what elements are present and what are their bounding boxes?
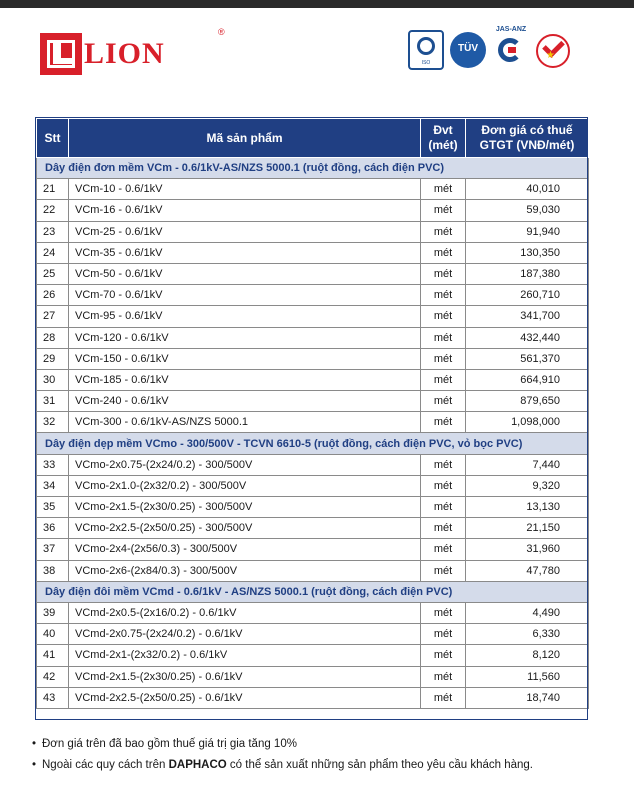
cell-stt: 25 (37, 263, 69, 284)
cell-unit: mét (421, 263, 466, 284)
cell-stt: 32 (37, 412, 69, 433)
cell-stt: 26 (37, 285, 69, 306)
cell-stt: 37 (37, 539, 69, 560)
cell-product: VCmd-2x0.75-(2x24/0.2) - 0.6/1kV (69, 624, 421, 645)
cell-product: VCm-185 - 0.6/1kV (69, 369, 421, 390)
cell-stt: 30 (37, 369, 69, 390)
cell-stt: 33 (37, 454, 69, 475)
cell-product: VCm-35 - 0.6/1kV (69, 242, 421, 263)
section-header-row (37, 158, 589, 179)
cell-stt: 28 (37, 327, 69, 348)
cell-price: 91,940 (466, 221, 589, 242)
cell-unit: mét (421, 518, 466, 539)
cell-product: VCmo-2x2.5-(2x50/0.25) - 300/500V (69, 518, 421, 539)
cell-unit: mét (421, 602, 466, 623)
company-name: DAPHACO (168, 759, 227, 771)
cell-stt: 27 (37, 306, 69, 327)
cell-product: VCm-10 - 0.6/1kV (69, 179, 421, 200)
header-price-line2: GTGT (VNĐ/mét) (479, 138, 575, 152)
cell-stt: 34 (37, 475, 69, 496)
note-2-text-after: có thể sản xuất những sản phẩm theo yêu cầu khách hàng. (226, 759, 533, 771)
cell-price: 432,440 (466, 327, 589, 348)
cell-unit: mét (421, 539, 466, 560)
note-1 (32, 734, 533, 755)
cell-unit: mét (421, 497, 466, 518)
cell-product: VCm-240 - 0.6/1kV (69, 391, 421, 412)
table-row (37, 348, 589, 369)
cell-product: VCm-150 - 0.6/1kV (69, 348, 421, 369)
cell-unit: mét (421, 391, 466, 412)
cell-price: 8,120 (466, 645, 589, 666)
cell-stt: 36 (37, 518, 69, 539)
cell-stt: 39 (37, 602, 69, 623)
table-row (37, 391, 589, 412)
jas-anz-cert-icon: JAS-ANZ (492, 30, 528, 70)
table-row (37, 221, 589, 242)
note-2-text-before: Ngoài các quy cách trên (42, 759, 169, 771)
brand-name: LION (84, 37, 165, 70)
cell-stt: 42 (37, 666, 69, 687)
notes (32, 734, 533, 776)
section-title: Dây điện đơn mềm VCm - 0.6/1kV-AS/NZS 5000.1 (ruột đồng, cách điện PVC) (37, 158, 589, 179)
table-row (37, 539, 589, 560)
table-row (37, 263, 589, 284)
cell-product: VCm-50 - 0.6/1kV (69, 263, 421, 284)
table-row (37, 687, 589, 708)
section-title: Dây điện dẹp mềm VCmo - 300/500V - TCVN 6610-5 (ruột đồng, cách điện PVC, vỏ bọc PVC) (37, 433, 589, 454)
bullet-icon: • (32, 738, 37, 750)
tuv-cert-icon: TÜV (450, 30, 486, 70)
cell-stt: 24 (37, 242, 69, 263)
cell-price: 4,490 (466, 602, 589, 623)
cell-product: VCm-300 - 0.6/1kV-AS/NZS 5000.1 (69, 412, 421, 433)
cell-product: VCmo-2x1.0-(2x32/0.2) - 300/500V (69, 475, 421, 496)
cell-unit: mét (421, 454, 466, 475)
cell-stt: 40 (37, 624, 69, 645)
cell-unit: mét (421, 242, 466, 263)
cell-product: VCmd-2x0.5-(2x16/0.2) - 0.6/1kV (69, 602, 421, 623)
cell-stt: 29 (37, 348, 69, 369)
table-row (37, 475, 589, 496)
cell-price: 21,150 (466, 518, 589, 539)
cell-unit: mét (421, 666, 466, 687)
top-bar (0, 0, 634, 8)
cell-unit: mét (421, 285, 466, 306)
certification-logos (408, 26, 570, 70)
note-1-text: Đơn giá trên đã bao gồm thuế giá trị gia tăng 10% (42, 738, 297, 750)
table-body (37, 158, 589, 709)
table-row (37, 518, 589, 539)
cell-stt: 43 (37, 687, 69, 708)
table-row (37, 412, 589, 433)
cell-price: 6,330 (466, 624, 589, 645)
cell-unit: mét (421, 645, 466, 666)
cell-price: 664,910 (466, 369, 589, 390)
cell-product: VCmd-2x2.5-(2x50/0.25) - 0.6/1kV (69, 687, 421, 708)
cell-stt: 23 (37, 221, 69, 242)
cell-price: 1,098,000 (466, 412, 589, 433)
lion-logo (40, 27, 225, 75)
table-row (37, 242, 589, 263)
cell-product: VCmo-2x1.5-(2x30/0.25) - 300/500V (69, 497, 421, 518)
iso-cert-icon: ISO (408, 30, 444, 70)
header-unit-line2: (mét) (428, 138, 458, 152)
cell-product: VCmd-2x1-(2x32/0.2) - 0.6/1kV (69, 645, 421, 666)
cell-stt: 31 (37, 391, 69, 412)
cell-price: 13,130 (466, 497, 589, 518)
cell-price: 47,780 (466, 560, 589, 581)
cell-price: 18,740 (466, 687, 589, 708)
vn-quality-cert-icon: ★ (534, 30, 570, 70)
table-row (37, 200, 589, 221)
table-row (37, 306, 589, 327)
table-row (37, 327, 589, 348)
cell-unit: mét (421, 687, 466, 708)
cell-unit: mét (421, 348, 466, 369)
cell-stt: 22 (37, 200, 69, 221)
cell-stt: 21 (37, 179, 69, 200)
cell-stt: 41 (37, 645, 69, 666)
cell-price: 31,960 (466, 539, 589, 560)
header-product: Mã sản phẩm (69, 119, 421, 158)
cell-product: VCmo-2x0.75-(2x24/0.2) - 300/500V (69, 454, 421, 475)
section-title: Dây điện đôi mềm VCmd - 0.6/1kV - AS/NZS 5000.1 (ruột đồng, cách điện PVC) (37, 581, 589, 602)
table-row (37, 645, 589, 666)
cell-product: VCm-95 - 0.6/1kV (69, 306, 421, 327)
cell-price: 40,010 (466, 179, 589, 200)
cell-price: 561,370 (466, 348, 589, 369)
cell-product: VCmo-2x6-(2x84/0.3) - 300/500V (69, 560, 421, 581)
cell-stt: 38 (37, 560, 69, 581)
cell-product: VCm-16 - 0.6/1kV (69, 200, 421, 221)
cell-unit: mét (421, 624, 466, 645)
table-row (37, 454, 589, 475)
cell-unit: mét (421, 369, 466, 390)
cell-price: 879,650 (466, 391, 589, 412)
cell-unit: mét (421, 200, 466, 221)
cell-price: 59,030 (466, 200, 589, 221)
bullet-icon: • (32, 759, 37, 771)
header-unit-line1: Đvt (433, 123, 453, 137)
cell-unit: mét (421, 221, 466, 242)
table-row (37, 497, 589, 518)
cell-product: VCm-70 - 0.6/1kV (69, 285, 421, 306)
header-price (466, 119, 589, 158)
cell-product: VCmd-2x1.5-(2x30/0.25) - 0.6/1kV (69, 666, 421, 687)
section-header-row (37, 433, 589, 454)
header-stt: Stt (37, 119, 69, 158)
cell-price: 9,320 (466, 475, 589, 496)
table-header-row (37, 119, 589, 158)
cell-price: 341,700 (466, 306, 589, 327)
cell-price: 187,380 (466, 263, 589, 284)
table-row (37, 624, 589, 645)
cell-unit: mét (421, 560, 466, 581)
cell-unit: mét (421, 179, 466, 200)
cell-unit: mét (421, 412, 466, 433)
cell-product: VCmo-2x4-(2x56/0.3) - 300/500V (69, 539, 421, 560)
cell-price: 11,560 (466, 666, 589, 687)
table-row (37, 560, 589, 581)
table-row (37, 369, 589, 390)
section-header-row (37, 581, 589, 602)
cell-product: VCm-25 - 0.6/1kV (69, 221, 421, 242)
cell-unit: mét (421, 306, 466, 327)
cell-product: VCm-120 - 0.6/1kV (69, 327, 421, 348)
lion-logo-mark-icon (40, 33, 82, 75)
note-2 (32, 755, 533, 776)
table-row (37, 285, 589, 306)
price-table (36, 118, 589, 709)
table-row (37, 179, 589, 200)
table-row (37, 666, 589, 687)
header-unit (421, 119, 466, 158)
table-row (37, 602, 589, 623)
cell-unit: mét (421, 475, 466, 496)
registered-mark: ® (218, 27, 225, 37)
cell-stt: 35 (37, 497, 69, 518)
cell-unit: mét (421, 327, 466, 348)
cell-price: 7,440 (466, 454, 589, 475)
cell-price: 130,350 (466, 242, 589, 263)
cell-price: 260,710 (466, 285, 589, 306)
header-price-line1: Đơn giá có thuế (481, 123, 573, 137)
